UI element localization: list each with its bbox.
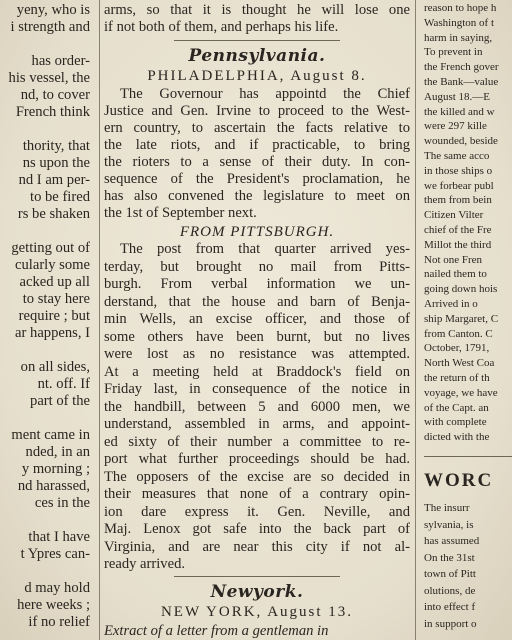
text-line: harm in saying, — [424, 31, 493, 44]
text-line: the killed and w — [424, 105, 495, 118]
text-line: were 297 kille — [424, 120, 487, 133]
text-line: cularly some — [15, 257, 90, 273]
text-line: reason to hope h — [424, 2, 497, 14]
center-column — [104, 0, 410, 640]
text-line: yeny, who is — [16, 2, 90, 18]
text-line: dicted with the — [424, 431, 490, 444]
text-line: town of Pitt — [424, 568, 476, 580]
text-line: nd, to cover — [20, 87, 90, 103]
subheading-pittsburgh: FROM PITTSBURGH. — [179, 224, 335, 240]
top-line-1: arms, so that it is thought he will lose one — [104, 2, 410, 18]
text-line: the late riots, and if practicable, to bring — [104, 137, 410, 153]
right-heading: WORC — [424, 470, 494, 491]
text-line: i strength and — [10, 19, 90, 35]
text-line: the handbill, between 5 and 6000 men, we — [104, 398, 410, 415]
text-line: going down hois — [424, 283, 498, 296]
text-line: Washington of t — [424, 16, 494, 29]
text-line: terday, but brought no mail from Pitts- — [104, 258, 410, 275]
text-line: were lost as no resistance was attempted. — [104, 346, 410, 362]
text-line: Maj. Lenox got safe into the back part of — [104, 521, 410, 537]
text-line: ment came in — [11, 427, 90, 443]
text-line: the French gover — [424, 61, 499, 74]
top-line-2: if not both of them, and perhaps his life. — [104, 19, 339, 35]
text-line: d may hold — [24, 580, 90, 596]
text-line: The same acco — [424, 150, 490, 162]
text-line: has also convened the legislature to meet on — [104, 188, 410, 204]
text-line: has assumed — [424, 535, 480, 547]
text-line: Citizen Vilter — [424, 209, 484, 222]
text-line: getting out of — [11, 240, 90, 256]
text-line: The opposers of the excise are so decided in — [104, 468, 410, 485]
text-line: Not one Fren — [424, 253, 483, 266]
text-line: with complete — [424, 416, 487, 429]
text-line: nt. off. If — [37, 376, 90, 392]
column-rule-right — [415, 0, 416, 640]
text-line: Friday last, in consequence of the notice in — [104, 381, 410, 397]
text-line: voyage, we have — [424, 386, 498, 399]
divider-right — [424, 456, 512, 457]
text-line: t Ypres can- — [20, 546, 90, 562]
text-line: their measures that none of a contrary opin- — [104, 486, 410, 502]
text-line: some others have been burnt, but no lives — [104, 328, 410, 345]
text-line: The insurr — [424, 502, 470, 514]
text-line: nailed them to — [424, 268, 487, 281]
text-line: Justice and Gen. Irvine to proceed to the West- — [104, 103, 410, 119]
text-line: port what further proceedings should be had. — [104, 451, 410, 467]
text-line: on all sides, — [20, 359, 90, 375]
dateline-newyork: NEW YORK, August 13. — [160, 604, 354, 620]
right-column — [420, 0, 512, 640]
extract-line: Extract of a letter from a gentleman in — [104, 623, 329, 639]
text-line: sylvania, is — [424, 518, 474, 531]
text-line: The Governour has appointd the Chief — [120, 86, 410, 102]
text-line: chief of the Fre — [424, 224, 492, 236]
text-line: part of the — [30, 393, 90, 409]
text-line: rs be shaken — [17, 206, 90, 222]
text-line: ship Margaret, C — [424, 312, 499, 325]
text-line: in support o — [424, 617, 477, 630]
dateline-philadelphia: PHILADELPHIA, August 8. — [147, 68, 367, 84]
text-line: To prevent in — [424, 46, 483, 59]
text-line: thority, that — [22, 138, 90, 154]
text-line: ready arrived. — [104, 556, 186, 572]
text-line: here weeks ; — [17, 597, 90, 613]
text-line: ern country, to ascertain the facts relative to — [104, 120, 410, 136]
text-line: ces in the — [34, 495, 90, 511]
text-line: On the 31st — [424, 551, 475, 564]
text-line: to be fired — [30, 189, 90, 205]
text-line: y morning ; — [21, 461, 90, 477]
text-line: understand, assembled in arms, and appoint- — [104, 416, 410, 432]
text-line: has order- — [31, 53, 90, 69]
text-line: of the Capt. an — [424, 401, 489, 414]
text-line: nd I am per- — [18, 172, 90, 188]
text-line: October, 1791, — [424, 342, 490, 355]
text-line: nd harassed, — [17, 478, 90, 494]
text-line: the 1st of September next. — [104, 205, 257, 221]
text-line: Millot the third — [424, 238, 492, 251]
section-heading-pennsylvania: Pennsylvania. — [188, 46, 326, 66]
text-line: acked up all — [19, 274, 90, 290]
text-line: North West Coa — [424, 357, 495, 370]
text-line: Arrived in o — [424, 298, 478, 310]
divider-1 — [174, 40, 340, 41]
text-line: his vessel, the — [8, 70, 90, 86]
text-line: nded, in an — [25, 444, 90, 460]
text-line: in those ships o — [424, 164, 493, 177]
text-line: ar happens, I — [15, 325, 90, 341]
text-line: min Wells, an excise officer, and those of — [104, 311, 410, 327]
text-line: that I have — [28, 529, 90, 545]
text-line: ion dare express it. Gen. Neville, and — [104, 503, 410, 520]
text-line: we forbear publ — [424, 179, 494, 192]
text-line: August 18.—E — [424, 90, 490, 103]
text-line: The post from that quarter arrived yes- — [120, 241, 410, 257]
text-line: ed sixty of their number a committee to re- — [104, 433, 410, 450]
left-column — [0, 0, 94, 640]
text-line: burgh. From verbal information we un- — [104, 276, 410, 292]
text-line: into effect f — [424, 601, 476, 613]
text-line: Virginia, and are near this city if not al- — [104, 538, 410, 555]
text-line: them from bein — [424, 194, 492, 207]
text-line: the rioters to a sense of their duty. In con- — [104, 154, 410, 170]
text-line: the Bank—value — [424, 76, 499, 88]
text-line: the return of th — [424, 372, 490, 384]
text-line: sequence of the President's proclamation, he — [104, 171, 410, 187]
text-line: wounded, beside — [424, 135, 498, 148]
divider-2 — [174, 576, 340, 577]
section-heading-newyork: Newyork. — [210, 582, 304, 602]
text-line: require ; but — [18, 308, 90, 324]
text-line: to stay here — [22, 291, 90, 307]
text-line: ns upon the — [22, 155, 90, 171]
text-line: At a meeting held at Braddock's field on — [104, 363, 410, 380]
column-rule-left — [99, 0, 100, 640]
text-line: French think — [15, 104, 90, 120]
text-line: if no relief — [28, 614, 90, 630]
text-line: olutions, de — [424, 584, 476, 597]
text-line: derstand, that the house and barn of Benja- — [104, 293, 410, 310]
text-line: from Canton. C — [424, 327, 493, 340]
